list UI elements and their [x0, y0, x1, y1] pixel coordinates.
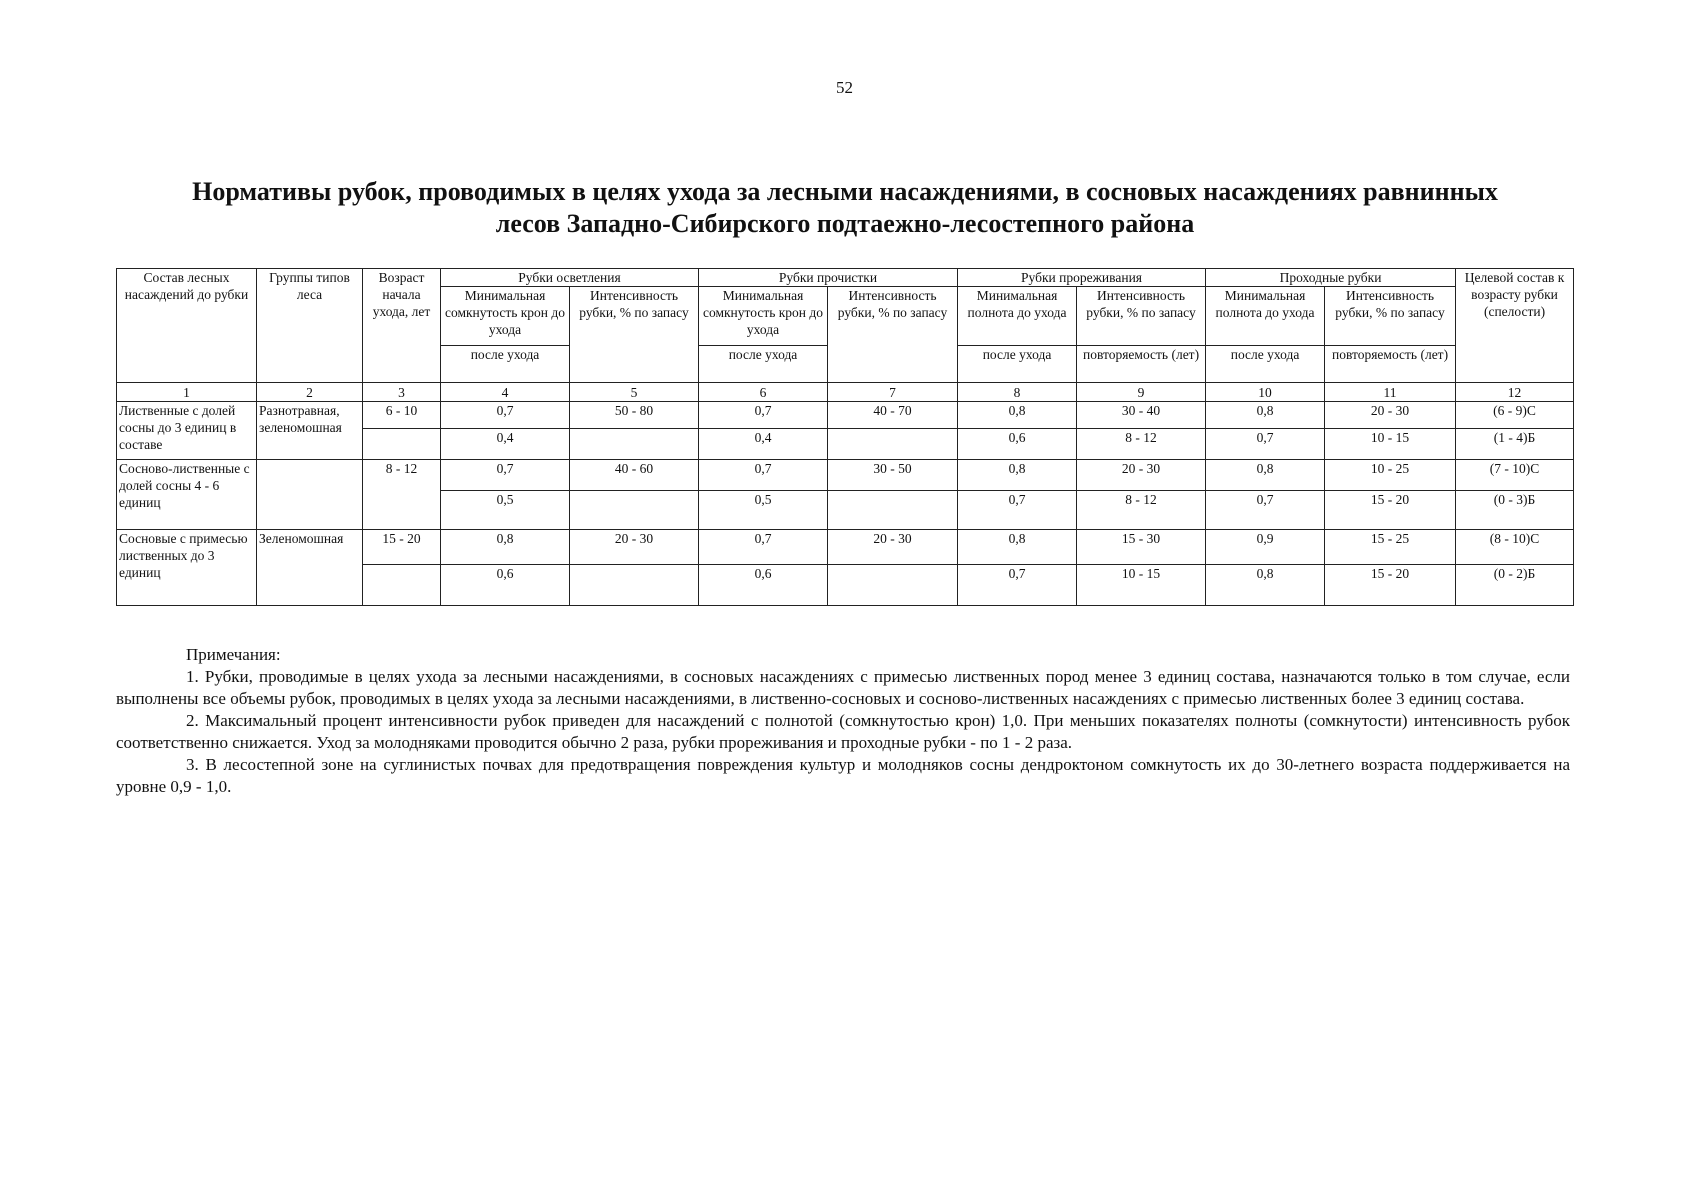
value-cell: 15 - 30: [1077, 530, 1206, 565]
value-cell: 30 - 50: [828, 460, 958, 491]
forest-type-cell: Зеленомошная: [257, 530, 363, 606]
value-cell: 50 - 80: [570, 402, 699, 429]
header-composition: Состав лесных насаждений до рубки: [117, 269, 257, 383]
norms-table: [116, 268, 1574, 606]
value-cell: 0,7: [958, 491, 1077, 530]
value-cell: 0,8: [958, 402, 1077, 429]
value-cell: 0,8: [958, 530, 1077, 565]
composition-cell: Сосновые с примесью лиственных до 3 единиц: [117, 530, 257, 606]
column-numbers-row: [117, 383, 1574, 402]
header-group-prohodnye: Проходные рубки: [1206, 269, 1456, 287]
value-cell: 40 - 70: [828, 402, 958, 429]
document-title: [110, 176, 1580, 240]
value-cell: 10 - 15: [1325, 429, 1456, 460]
header-intensity-1: Интенсивность рубки, % по запасу: [570, 287, 699, 383]
value-cell: 0,6: [441, 565, 570, 606]
header-min-somk-2: Минимальная сомкнутость крон до ухода: [699, 287, 828, 346]
value-cell: 0,7: [1206, 491, 1325, 530]
header-min-polnota-1: Минимальная полнота до ухода: [958, 287, 1077, 346]
header-intensity-4: Интенсивность рубки, % по запасу: [1325, 287, 1456, 346]
note-item: 1. Рубки, проводимые в целях ухода за лесными насаждениями, в сосновых насаждениях с примесью лиственных пород менее 3 единиц состава, назначаются только в том случае, если выполнены все объемы рубок, проводимых в целях ухода за лесными насаждениями, в лиственно-сосновых и сосново-лиственных насаждениях с примесью лиственных более 3 единиц состава.: [116, 667, 1570, 708]
header-intensity-2: Интенсивность рубки, % по запасу: [828, 287, 958, 383]
header-after-2: после ухода: [699, 346, 828, 383]
value-cell: 8 - 12: [1077, 429, 1206, 460]
value-cell: [570, 491, 699, 530]
value-cell: 20 - 30: [1325, 402, 1456, 429]
target-cell: (6 - 9)С: [1456, 402, 1574, 429]
table-row: [117, 402, 1574, 429]
composition-cell: Лиственные с долей сосны до 3 единиц в составе: [117, 402, 257, 460]
note-item: 3. В лесостепной зоне на суглинистых почвах для предотвращения повреждения культур и молодняков сосны дендроктоном сомкнутость их до 30-летнего возраста поддерживается на уровне 0,9 - 1,0.: [116, 755, 1570, 796]
target-cell: (0 - 3)Б: [1456, 491, 1574, 530]
header-group-prochistki: Рубки прочистки: [699, 269, 958, 287]
value-cell: 15 - 25: [1325, 530, 1456, 565]
value-cell: 20 - 30: [1077, 460, 1206, 491]
target-cell: (0 - 2)Б: [1456, 565, 1574, 606]
forest-type-cell: Разнотравная, зеленомошная: [257, 402, 363, 460]
value-cell: [828, 491, 958, 530]
value-cell: 30 - 40: [1077, 402, 1206, 429]
value-cell: 10 - 25: [1325, 460, 1456, 491]
value-cell: 0,7: [699, 460, 828, 491]
value-cell: 0,8: [441, 530, 570, 565]
target-cell: (7 - 10)С: [1456, 460, 1574, 491]
value-cell: 10 - 15: [1077, 565, 1206, 606]
page-number: 52: [836, 78, 853, 97]
value-cell: 8 - 12: [1077, 491, 1206, 530]
header-intensity-3: Интенсивность рубки, % по запасу: [1077, 287, 1206, 346]
header-group-osvetleniya: Рубки осветления: [441, 269, 699, 287]
age-cell: 8 - 12: [363, 460, 441, 530]
column-number: 4: [441, 383, 570, 402]
value-cell: 0,8: [1206, 460, 1325, 491]
composition-cell: Сосново-лиственные с долей сосны 4 - 6 единиц: [117, 460, 257, 530]
title-line-2: лесов Западно-Сибирского подтаежно-лесостепного района: [495, 209, 1195, 238]
value-cell: 0,7: [958, 565, 1077, 606]
header-target-composition: Целевой состав к возрасту рубки (спелости): [1456, 269, 1574, 383]
value-cell: 15 - 20: [1325, 565, 1456, 606]
header-group-prorezhivaniya: Рубки прореживания: [958, 269, 1206, 287]
header-start-age: Возраст начала ухода, лет: [363, 269, 441, 383]
table-row: [117, 530, 1574, 565]
header-min-somk-1: Минимальная сомкнутость крон до ухода: [441, 287, 570, 346]
header-repeat-1: повторяемость (лет): [1077, 346, 1206, 383]
age-cell: 6 - 10: [363, 402, 441, 429]
column-number: 6: [699, 383, 828, 402]
age-cell-empty: [363, 565, 441, 606]
target-cell: (8 - 10)С: [1456, 530, 1574, 565]
value-cell: [570, 429, 699, 460]
value-cell: 0,6: [958, 429, 1077, 460]
value-cell: 0,7: [699, 402, 828, 429]
column-number: 8: [958, 383, 1077, 402]
value-cell: 0,7: [441, 460, 570, 491]
column-number: 1: [117, 383, 257, 402]
value-cell: 40 - 60: [570, 460, 699, 491]
value-cell: 0,8: [1206, 402, 1325, 429]
value-cell: 0,8: [1206, 565, 1325, 606]
value-cell: 0,7: [1206, 429, 1325, 460]
value-cell: 0,9: [1206, 530, 1325, 565]
value-cell: [828, 429, 958, 460]
header-min-polnota-2: Минимальная полнота до ухода: [1206, 287, 1325, 346]
value-cell: 0,7: [441, 402, 570, 429]
header-repeat-2: повторяемость (лет): [1325, 346, 1456, 383]
column-number: 11: [1325, 383, 1456, 402]
age-cell: 15 - 20: [363, 530, 441, 565]
value-cell: 0,8: [958, 460, 1077, 491]
header-forest-type: Группы типов леса: [257, 269, 363, 383]
value-cell: 0,6: [699, 565, 828, 606]
column-number: 5: [570, 383, 699, 402]
value-cell: 0,4: [699, 429, 828, 460]
value-cell: 0,4: [441, 429, 570, 460]
column-number: 3: [363, 383, 441, 402]
value-cell: 20 - 30: [570, 530, 699, 565]
value-cell: [570, 565, 699, 606]
title-line-1: Нормативы рубок, проводимых в целях ухода за лесными насаждениями, в сосновых насаждениях равнинных: [192, 177, 1498, 206]
table-row: [117, 460, 1574, 491]
note-item: 2. Максимальный процент интенсивности рубок приведен для насаждений с полнотой (сомкнутостью крон) 1,0. При меньших показателях полноты (сомкнутости) интенсивность рубок соответственно снижается. Уход за молодняками проводится обычно 2 раза, рубки прореживания и проходные рубки - по 1 - 2 раза.: [116, 711, 1570, 752]
notes-section: [116, 644, 1570, 798]
value-cell: 20 - 30: [828, 530, 958, 565]
notes-heading: Примечания:: [186, 645, 281, 664]
value-cell: [828, 565, 958, 606]
forest-type-cell: [257, 460, 363, 530]
age-cell-empty: [363, 429, 441, 460]
column-number: 7: [828, 383, 958, 402]
target-cell: (1 - 4)Б: [1456, 429, 1574, 460]
header-after-3: после ухода: [958, 346, 1077, 383]
value-cell: 0,5: [441, 491, 570, 530]
value-cell: 0,7: [699, 530, 828, 565]
header-row-groups: [117, 269, 1574, 287]
value-cell: 15 - 20: [1325, 491, 1456, 530]
header-after-1: после ухода: [441, 346, 570, 383]
column-number: 9: [1077, 383, 1206, 402]
column-number: 12: [1456, 383, 1574, 402]
column-number: 2: [257, 383, 363, 402]
header-after-4: после ухода: [1206, 346, 1325, 383]
value-cell: 0,5: [699, 491, 828, 530]
column-number: 10: [1206, 383, 1325, 402]
